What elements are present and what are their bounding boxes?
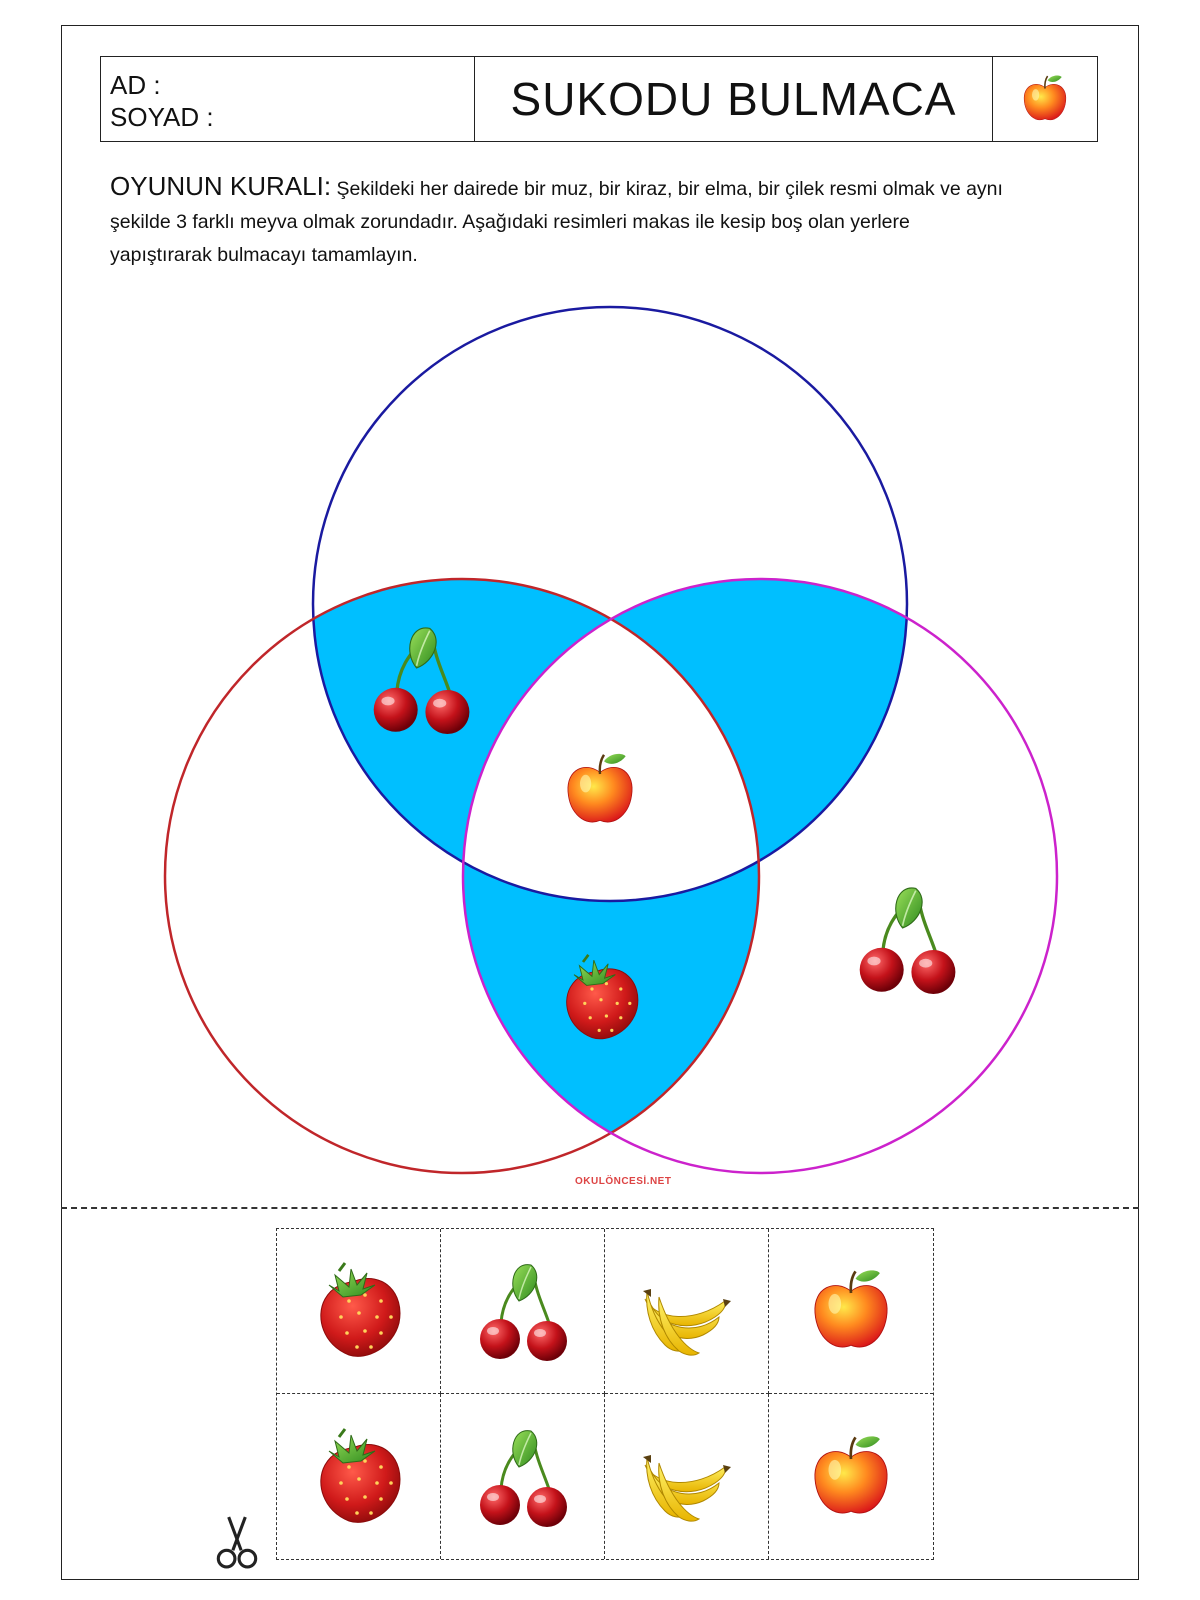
header-apple-icon [993,57,1097,141]
apple-icon [806,1422,896,1532]
cutout-cherry[interactable] [441,1229,605,1394]
surname-label: SOYAD : [110,102,214,132]
page-title: SUKODU BULMACA [475,57,993,141]
cutout-banana[interactable] [605,1394,769,1559]
apple-icon [1019,68,1071,130]
cutout-banana[interactable] [605,1229,769,1394]
apple-icon [806,1256,896,1366]
banana-icon [627,1427,747,1527]
rules-heading: OYUNUN KURALI: [110,171,332,201]
name-area [101,57,475,141]
strawberry-icon [309,1421,409,1533]
cutout-grid [276,1228,934,1560]
scissors-icon [214,1515,260,1569]
rules-body: Şekildeki her dairede bir muz, bir kiraz, bir elma, bir çilek resmi olmak ve aynı şekilde 3 farklı meyva olmak zorundadır. Aşağıdaki resimleri makas ile kesip boş olan yerlere yapıştırarak bulmacayı tamamlayın. [110,178,1003,266]
cut-line [61,1207,1139,1209]
cutout-apple[interactable] [769,1394,933,1559]
cutout-strawberry[interactable] [277,1394,441,1559]
cutout-apple[interactable] [769,1229,933,1394]
cutout-strawberry[interactable] [277,1229,441,1394]
banana-icon [627,1261,747,1361]
watermark-logo: OKULÖNCESİ.NET [575,1176,672,1187]
cherry-icon [473,1251,573,1371]
rules-text [110,170,1010,272]
cutout-cherry[interactable] [441,1394,605,1559]
cherry-icon [473,1417,573,1537]
header-box [100,56,1098,142]
strawberry-icon [309,1255,409,1367]
name-label: AD : [110,70,161,100]
